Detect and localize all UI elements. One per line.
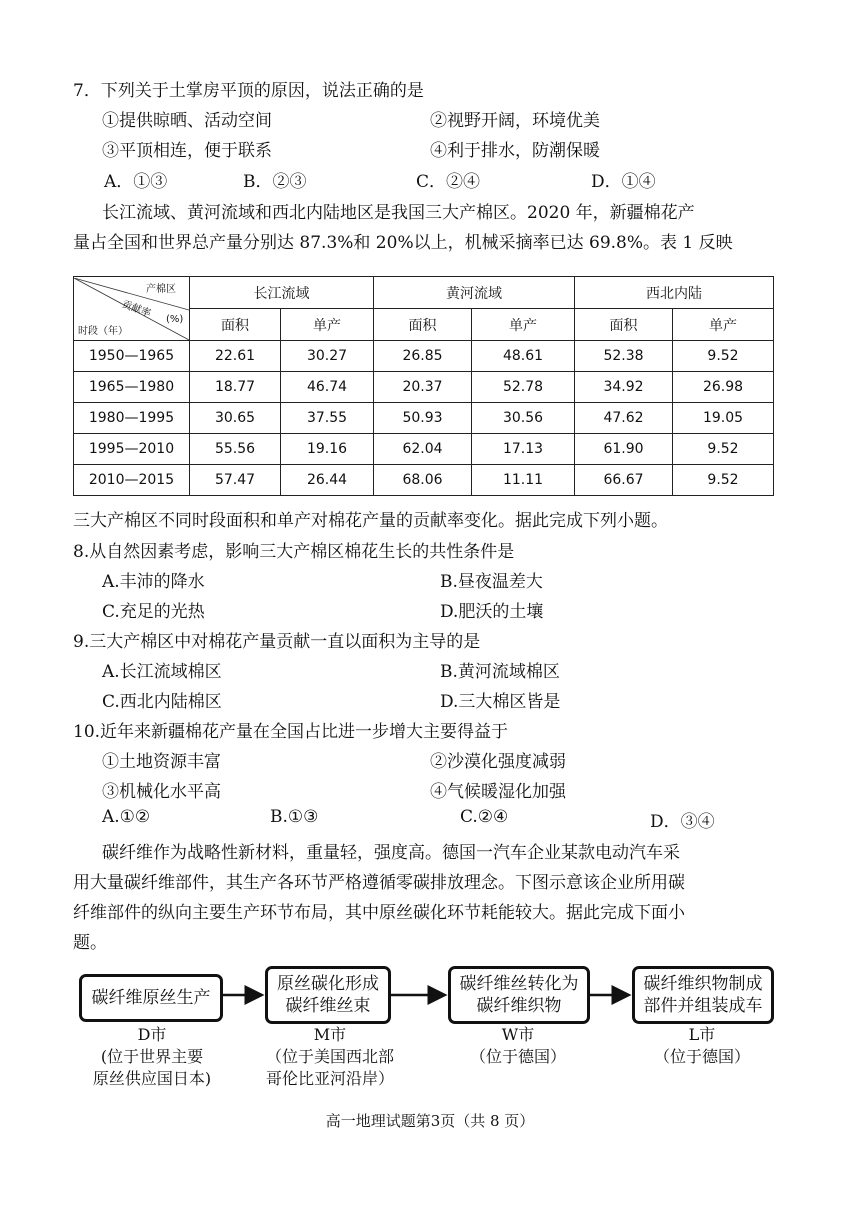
value-cell: 48.61: [472, 341, 575, 372]
value-cell: 22.61: [190, 341, 281, 372]
q9-option-b: B.黄河流域棉区: [440, 662, 560, 682]
value-cell: 30.27: [281, 341, 374, 372]
flow-box-line-1: 碳纤维原丝生产: [91, 988, 211, 1008]
value-cell: 26.44: [281, 465, 374, 496]
q7-choice-a: A．①③: [104, 172, 168, 192]
q8-option-c: C.充足的光热: [102, 602, 205, 622]
flow-location-2: 原丝供应国日本): [92, 1069, 212, 1088]
value-cell: 68.06: [374, 465, 472, 496]
subheader-area: 面积: [575, 309, 673, 341]
value-cell: 30.65: [190, 403, 281, 434]
value-cell: 52.78: [472, 372, 575, 403]
passage2-line-3: 纤维部件的纵向主要生产环节布局，其中原丝碳化环节耗能较大。据此完成下面小: [73, 903, 685, 923]
q7-choice-c: C．②④: [416, 172, 481, 192]
flow-location-1: （位于德国）: [653, 1047, 750, 1066]
subheader-yield: 单产: [673, 309, 774, 341]
region-header-yangtze: 长江流域: [190, 277, 374, 309]
q10-stem: 10.近年来新疆棉花产量在全国占比进一步增大主要得益于: [73, 722, 509, 742]
value-cell: 57.47: [190, 465, 281, 496]
q10-option-1: ①土地资源丰富: [102, 752, 221, 772]
value-cell: 34.92: [575, 372, 673, 403]
flow-location-1: (位于世界主要: [100, 1047, 204, 1066]
region-header-northwest: 西北内陆: [575, 277, 774, 309]
subheader-yield: 单产: [472, 309, 575, 341]
flow-location-1: （位于美国西北部: [265, 1047, 394, 1066]
value-cell: 52.38: [575, 341, 673, 372]
period-cell: 1980—1995: [74, 403, 190, 434]
q7-choice-d: D．①④: [591, 172, 656, 192]
value-cell: 9.52: [673, 465, 774, 496]
value-cell: 19.05: [673, 403, 774, 434]
value-cell: 20.37: [374, 372, 472, 403]
value-cell: 46.74: [281, 372, 374, 403]
value-cell: 66.67: [575, 465, 673, 496]
corner-label-region: 产棉区: [146, 283, 176, 295]
value-cell: 9.52: [673, 341, 774, 372]
q8-stem: 8.从自然因素考虑，影响三大产棉区棉花生长的共性条件是: [73, 542, 515, 562]
q7-stem: 7．下列关于土掌房平顶的原因，说法正确的是: [73, 81, 424, 101]
period-cell: 2010—2015: [74, 465, 190, 496]
value-cell: 11.11: [472, 465, 575, 496]
corner-label-unit: (%): [166, 313, 184, 325]
q8-option-a: A.丰沛的降水: [102, 572, 205, 592]
region-header-yellow-river: 黄河流域: [374, 277, 575, 309]
subheader-yield: 单产: [281, 309, 374, 341]
q9-option-a: A.长江流域棉区: [102, 662, 222, 682]
flow-city: W市: [501, 1025, 535, 1044]
passage2-line-2: 用大量碳纤维部件，其生产各环节严格遵循零碳排放理念。下图示意该企业所用碳: [73, 873, 685, 893]
value-cell: 37.55: [281, 403, 374, 434]
q8-option-d: D.肥沃的土壤: [440, 602, 544, 622]
period-cell: 1950—1965: [74, 341, 190, 372]
q7-option-2: ②视野开阔，环境优美: [430, 111, 600, 131]
value-cell: 61.90: [575, 434, 673, 465]
flow-box-line-1: 碳纤维织物制成: [643, 974, 763, 994]
value-cell: 62.04: [374, 434, 472, 465]
flow-caption-l: [622, 1024, 782, 1068]
flow-box-line-2: 碳纤维织物: [476, 996, 562, 1016]
q7-option-4: ④利于排水，防潮保暖: [430, 141, 600, 161]
q10-choice-a: A.①②: [102, 807, 151, 827]
value-cell: 26.85: [374, 341, 472, 372]
passage1-line-3: 三大产棉区不同时段面积和单产对棉花产量的贡献率变化。据此完成下列小题。: [73, 511, 668, 531]
value-cell: 47.62: [575, 403, 673, 434]
q10-choice-b: B.①③: [270, 807, 319, 827]
q10-choice-d: D．③④: [650, 812, 715, 832]
passage2-line-1: 碳纤维作为战略性新材料，重量轻，强度高。德国一汽车企业某款电动汽车采: [102, 843, 680, 863]
q10-option-2: ②沙漠化强度减弱: [430, 752, 566, 772]
q7-option-3: ③平顶相连，便于联系: [102, 141, 272, 161]
flow-caption-m: [250, 1024, 410, 1090]
flow-box-line-1: 碳纤维丝转化为: [459, 974, 579, 994]
corner-label-period: 时段（年）: [78, 325, 128, 337]
value-cell: 19.16: [281, 434, 374, 465]
value-cell: 26.98: [673, 372, 774, 403]
flow-location-2: 哥伦比亚河沿岸）: [265, 1069, 394, 1088]
passage2-line-4: 题。: [73, 933, 107, 953]
flow-city: L市: [688, 1025, 716, 1044]
q9-option-c: C.西北内陆棉区: [102, 692, 222, 712]
q9-stem: 9.三大产棉区中对棉花产量贡献一直以面积为主导的是: [73, 632, 481, 652]
flow-city: D市: [137, 1025, 167, 1044]
value-cell: 30.56: [472, 403, 575, 434]
flow-location-1: （位于德国）: [469, 1047, 566, 1066]
q7-option-1: ①提供晾晒、活动空间: [102, 111, 272, 131]
passage1-line-2: 量占全国和世界总产量分别达 87.3%和 20%以上，机械采摘率已达 69.8%。表 1 反映: [73, 233, 733, 253]
q10-option-4: ④气候暖湿化加强: [430, 782, 566, 802]
flow-box-line-2: 部件并组装成车: [643, 996, 763, 1016]
flow-city: M市: [313, 1025, 347, 1044]
period-cell: 1995—2010: [74, 434, 190, 465]
subheader-area: 面积: [190, 309, 281, 341]
page-footer: 高一地理试题第3页（共 8 页）: [325, 1112, 535, 1130]
q10-option-3: ③机械化水平高: [102, 782, 221, 802]
value-cell: 18.77: [190, 372, 281, 403]
q7-choice-b: B．②③: [243, 172, 307, 192]
period-cell: 1965—1980: [74, 372, 190, 403]
flow-box-line-1: 原丝碳化形成: [277, 974, 379, 994]
flow-box-line-2: 碳纤维丝束: [285, 996, 371, 1016]
passage1-line-1: 长江流域、黄河流域和西北内陆地区是我国三大产棉区。2020 年，新疆棉花产: [102, 203, 695, 223]
q9-option-d: D.三大棉区皆是: [440, 692, 561, 712]
value-cell: 17.13: [472, 434, 575, 465]
value-cell: 50.93: [374, 403, 472, 434]
q8-option-b: B.昼夜温差大: [440, 572, 543, 592]
flow-caption-d: [72, 1024, 232, 1090]
corner-label-contribution: 贡献率: [120, 298, 153, 320]
value-cell: 55.56: [190, 434, 281, 465]
flow-caption-w: [438, 1024, 598, 1068]
q10-choice-c: C.②④: [460, 807, 509, 827]
value-cell: 9.52: [673, 434, 774, 465]
subheader-area: 面积: [374, 309, 472, 341]
